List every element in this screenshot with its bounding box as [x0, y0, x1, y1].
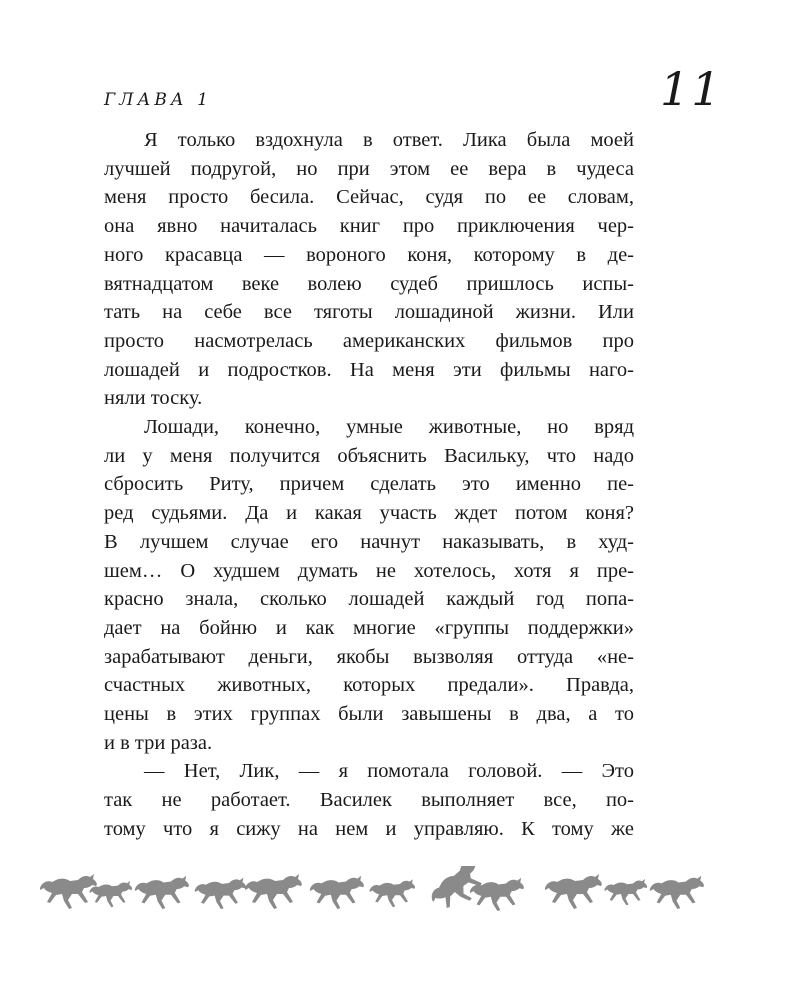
text-line: она явно начиталась книг про приключения чер- [104, 215, 634, 238]
horse-silhouette-icon [605, 879, 648, 905]
text-line: красно знала, сколько лошадей каждый год попа- [104, 588, 634, 611]
horses-group [40, 866, 704, 916]
paragraph-1 [104, 126, 634, 413]
chapter-label: ГЛАВА 1 [104, 90, 212, 110]
text-line: лучшей подругой, но при этом ее вера в чудеса [104, 157, 634, 180]
text-line: тать на себе все тяготы лошадиной жизни. Или [104, 301, 634, 324]
text-line: тому что я сижу на нем и управляю. К тому же [104, 817, 634, 840]
text-line: ли у меня получится объяснить Васильку, что надо [104, 444, 634, 467]
horse-silhouette-icon [195, 878, 246, 910]
text-line: няли тоску. [104, 387, 203, 410]
text-line: Лошади, конечно, умные животные, но вряд [144, 416, 634, 439]
horse-silhouette-icon [370, 879, 415, 907]
text-line: В лучшем случае его начнут наказывать, в худ- [104, 530, 634, 553]
text-line: ред судьями. Да и какая участь ждет потом коня? [104, 502, 634, 525]
horse-silhouette-icon [40, 874, 97, 909]
text-line: так не работает. Василек выполняет все, по- [104, 789, 634, 812]
text-line: зарабатывают деньги, якобы вызволяя оттуда «не- [104, 645, 634, 668]
paragraph-2 [104, 413, 634, 757]
text-line: Я только вздохнула в ответ. Лика была моей [144, 129, 634, 151]
page-number: 11 [660, 62, 723, 116]
horse-silhouette-icon [245, 874, 302, 909]
paragraph-3 [104, 757, 634, 843]
text-line: меня просто бесила. Сейчас, судя по ее словам, [104, 186, 634, 209]
horse-silhouette-icon [135, 876, 189, 909]
text-line: — Нет, Лик, — я помотала головой. — Это [144, 760, 634, 783]
text-line: просто насмотрелась американских фильмов про [104, 329, 634, 352]
running-horses-border-icon [38, 866, 718, 916]
text-line: и в три раза. [104, 731, 213, 754]
body-text [104, 126, 634, 844]
horse-silhouette-icon [545, 874, 602, 909]
text-line: сбросить Риту, причем сделать это именно пе- [104, 473, 634, 496]
text-line: счастных животных, которых предали». Правда, [104, 674, 634, 697]
horse-silhouette-icon [310, 876, 364, 909]
text-line: цены в этих группах были завышены в два, а то [104, 703, 634, 726]
text-line: лошадей и подростков. На меня эти фильмы наго- [104, 358, 634, 381]
horse-silhouette-icon [650, 876, 704, 909]
text-line: дает на бойню и как многие «группы поддержки» [104, 616, 634, 639]
text-line: ного красавца — вороного коня, которому в де- [104, 243, 634, 266]
text-line: вятнадцатом веке волею судеб пришлось испы- [104, 272, 634, 295]
text-line: шем… О худшем думать не хотелось, хотя я пре- [104, 559, 634, 582]
